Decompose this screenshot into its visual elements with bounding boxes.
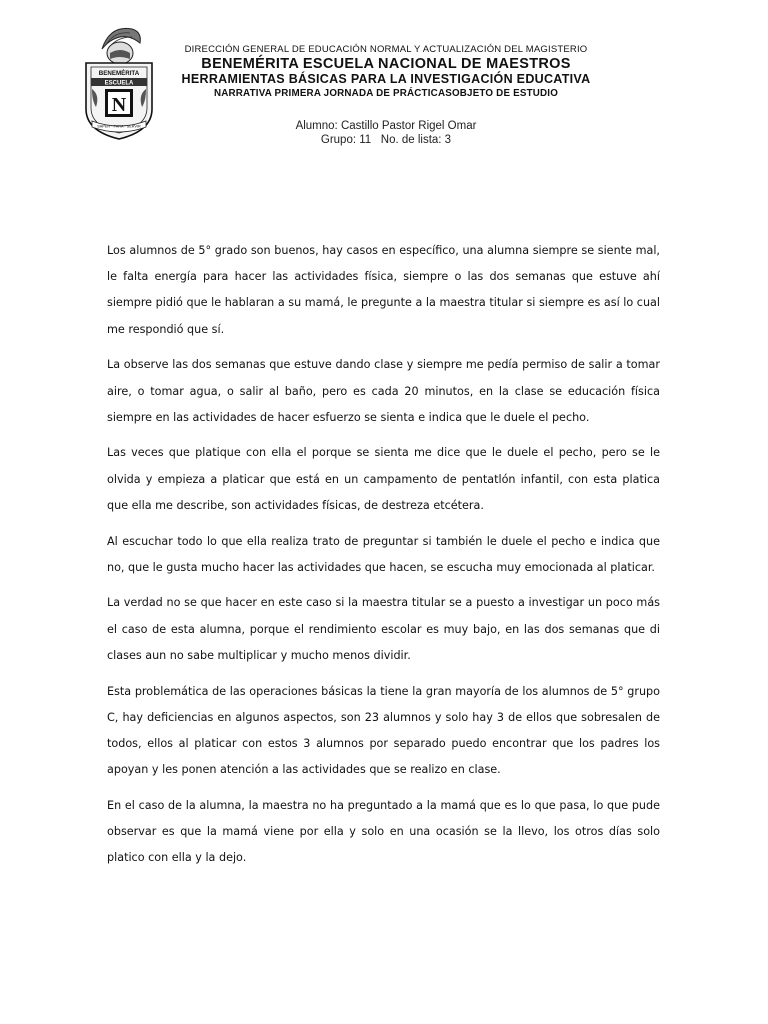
seal-motto-text: SAPER · PARA · SERVIR: [97, 124, 141, 129]
header-document-title: NARRATIVA PRIMERA JORNADA DE PRÁCTICASOBJETO DE ESTUDIO: [213, 88, 559, 99]
school-seal-logo: [80, 23, 158, 141]
seal-letter: N: [111, 94, 127, 116]
student-name: Alumno: Castillo Pastor Rigel Omar: [295, 120, 477, 132]
body-paragraph: La observe las dos semanas que estuve dando clase y siempre me pedía permiso de salir a tomar aire, o tomar agua, o salir al baño, pero es cada 20 minutos, en la clase se educación física siempre en las actividades de hacer esfuerzo se sienta e indica que le duele el pecho.: [107, 358, 660, 424]
header-school-name: BENEMÉRITA ESCUELA NACIONAL DE MAESTROS: [201, 56, 571, 72]
body-paragraph: En el caso de la alumna, la maestra no ha preguntado a la mamá que es lo que pasa, lo que pude observar es que la mamá viene por ella y solo en una ocasión se la llevo, los otros días solo platico con ella y la dejo.: [107, 798, 660, 865]
header-course-name: HERRAMIENTAS BÁSICAS PARA LA INVESTIGACIÓN EDUCATIVA: [181, 72, 591, 86]
document-header: [170, 44, 602, 100]
body-paragraph: Esta problemática de las operaciones básicas la tiene la gran mayoría de los alumnos de 5° grupo C, hay deficiencias en algunos aspectos, son 23 alumnos y solo hay 3 de ellos que sobresalen de todos, ellos al platicar con estos 3 alumnos por separado puedo encontrar que los padres los apoyan y les ponen atención a las actividades que se realizo en clase.: [107, 684, 660, 777]
body-paragraph: Los alumnos de 5° grado son buenos, hay casos en específico, una alumna siempre se siente mal, le falta energía para hacer las actividades física, siempre o las dos semanas que estuve ahí siempre pidió que le hablaran a su mamá, le pregunte a la maestra titular si siempre es así lo cual me respondió que sí.: [107, 244, 660, 336]
header-institution: DIRECCIÓN GENERAL DE EDUCACIÓN NORMAL Y ACTUALIZACIÓN DEL MAGISTERIO: [184, 44, 588, 55]
body-paragraph: Las veces que platique con ella el porque se sienta me dice que le duele el pecho, pero se le olvida y empieza a platicar que está en un campamento de pentatlón infantil, con esta platica que ella me describe, son actividades físicas, de destreza etcétera.: [107, 446, 660, 512]
body-paragraph: Al escuchar todo lo que ella realiza trato de preguntar si también le duele el pecho e indica que no, que le gusta mucho hacer las actividades que hacen, se escucha muy emocionada al platicar.: [107, 534, 660, 574]
body-paragraph: La verdad no se que hacer en este caso si la maestra titular se a puesto a investigar un poco más el caso de esta alumna, porque el rendimiento escolar es muy bajo, en las dos semanas que di clases aun no sabe multiplicar y mucho menos dividir.: [107, 596, 660, 662]
seal-band-text: ESCUELA: [104, 80, 134, 87]
narrative-body: [107, 238, 660, 881]
seal-top-text: BENEMÉRITA: [98, 70, 140, 77]
student-group: Grupo: 11 No. de lista: 3: [320, 134, 452, 146]
student-info: [170, 119, 602, 147]
